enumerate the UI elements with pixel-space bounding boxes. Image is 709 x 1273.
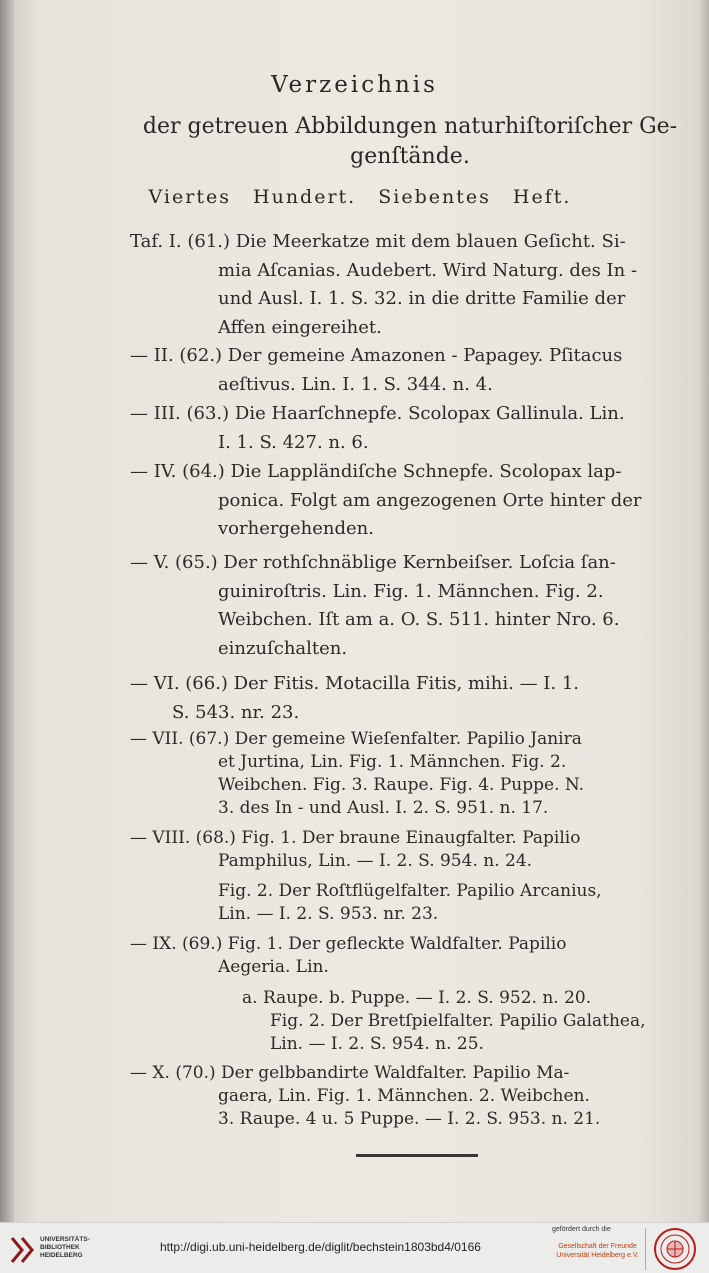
end-rule (356, 1154, 478, 1157)
plate-entry (130, 728, 690, 820)
entry-line: S. 543. nr. 23. (172, 701, 300, 723)
entry-line: einzuſchalten. (218, 637, 348, 659)
section-heading: Viertes Hundert. Siebentes Heft. (148, 186, 572, 208)
entry-line: Fig. 2. Der Roſtflügelfalter. Papilio Arcanius, (218, 881, 602, 901)
subtitle-line-1: der getreuen Abbildungen naturhiſtoriſcher Ge- (142, 114, 678, 139)
page-gutter (0, 0, 14, 1222)
logo-line: HEIDELBERG (40, 1252, 83, 1259)
sponsor-name[interactable] (550, 1242, 645, 1260)
page-title: Verzeichnis (271, 72, 438, 98)
sponsor-label: gefördert durch die (552, 1226, 611, 1233)
entry-line: et Jurtina, Lin. Fig. 1. Männchen. Fig. 2. (218, 752, 567, 772)
entry-line: Affen eingereihet. (218, 316, 382, 338)
ub-logo-icon[interactable] (8, 1234, 36, 1264)
entry-line: — III. (63.) Die Haarſchnepfe. Scolopax Gallinula. Lin. (130, 403, 625, 424)
plate-subentry (218, 880, 698, 926)
plate-entry (130, 458, 690, 544)
plate-entry (130, 1062, 690, 1131)
entry-line: Lin. — I. 2. S. 953. nr. 23. (218, 904, 439, 924)
plate-entry (130, 228, 690, 342)
entry-line: Weibchen. Iſt am a. O. S. 511. hinter Nro. 6. (218, 609, 620, 630)
entry-line: — IV. (64.) Die Lappländiſche Schnepfe. Scolopax lap- (130, 461, 622, 482)
entry-line: gaera, Lin. Fig. 1. Männchen. 2. Weibchen. (218, 1086, 590, 1106)
entry-line: — V. (65.) Der rothſchnäblige Kernbeiſser. Loſcia ſan- (130, 552, 616, 573)
entry-line: a. Raupe. b. Puppe. — I. 2. S. 952. n. 20. (242, 988, 592, 1008)
subtitle-line-2: genſtände. (350, 144, 470, 169)
entry-line: Taf. I. (61.) Die Meerkatze mit dem blauen Geſicht. Si- (130, 231, 626, 252)
entry-line: — VII. (67.) Der gemeine Wieſenfalter. Papilio Janira (130, 729, 582, 749)
plate-entry (130, 549, 690, 663)
plate-entry (130, 933, 690, 979)
entry-line: aeſtivus. Lin. I. 1. S. 344. n. 4. (218, 373, 493, 395)
entry-line: Fig. 2. Der Bretſpielfalter. Papilio Galathea, (270, 1011, 646, 1031)
university-seal-icon (653, 1227, 697, 1271)
entry-line: Weibchen. Fig. 3. Raupe. Fig. 4. Puppe. N. (218, 775, 585, 795)
entry-line: 3. des In - und Ausl. I. 2. S. 951. n. 17. (218, 798, 549, 818)
entry-line: Lin. — I. 2. S. 954. n. 25. (270, 1034, 484, 1054)
entry-line: — VIII. (68.) Fig. 1. Der braune Einaugfalter. Papilio (130, 828, 581, 848)
plate-entry (130, 342, 690, 399)
entry-line: I. 1. S. 427. n. 6. (218, 431, 369, 453)
entry-line: Aegeria. Lin. (218, 957, 329, 977)
entry-line: — VI. (66.) Der Fitis. Motacilla Fitis, mihi. — I. 1. (130, 673, 580, 694)
entry-line: — II. (62.) Der gemeine Amazonen - Papagey. Pſitacus (130, 345, 623, 366)
permalink-url[interactable]: http://digi.ub.uni-heidelberg.de/diglit/bechstein1803bd4/0166 (160, 1240, 481, 1254)
entry-line: und Ausl. I. 1. S. 32. in die dritte Familie der (218, 288, 626, 309)
plate-entry (130, 400, 690, 457)
viewer-footer (0, 1222, 709, 1273)
entry-line: vorhergehenden. (218, 518, 374, 539)
entry-line: — IX. (69.) Fig. 1. Der gefleckte Waldfalter. Papilio (130, 934, 567, 954)
sponsor-line: Gesellschaft der Freunde (558, 1243, 637, 1250)
entry-line: guiniroſtris. Lin. Fig. 1. Männchen. Fig. 2. (218, 580, 604, 602)
entry-line: 3. Raupe. 4 u. 5 Puppe. — I. 2. S. 953. n. 21. (218, 1109, 601, 1129)
entry-line: — X. (70.) Der gelbbandirte Waldfalter. Papilio Ma- (130, 1063, 570, 1083)
sponsor-line: Universität Heidelberg e.V. (556, 1252, 639, 1259)
footer-divider (645, 1228, 646, 1270)
page-subtitle (120, 112, 700, 172)
library-logo-text[interactable] (40, 1236, 90, 1260)
entry-line: mia Aſcanias. Audebert. Wird Naturg. des In - (218, 259, 638, 281)
plate-subentry (242, 987, 709, 1056)
entry-line: ponica. Folgt am angezogenen Orte hinter der (218, 489, 642, 511)
logo-line: BIBLIOTHEK (40, 1244, 80, 1251)
plate-entry (130, 670, 690, 727)
logo-line: UNIVERSITÄTS- (40, 1236, 90, 1243)
entry-line: Pamphilus, Lin. — I. 2. S. 954. n. 24. (218, 851, 533, 871)
plate-entry (130, 827, 690, 873)
